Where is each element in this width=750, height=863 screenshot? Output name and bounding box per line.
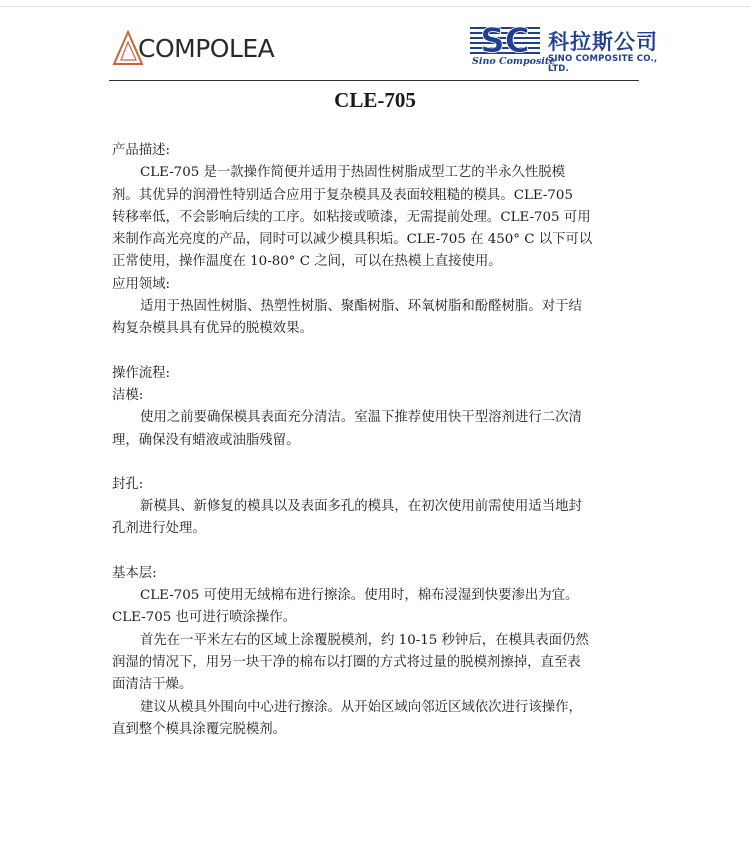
paragraph-line: 面清洁干燥。 [112, 677, 193, 693]
compolea-wordmark: COMPOLEA [138, 34, 275, 63]
paragraph-line: 直到整个模具涂覆完脱模剂。 [112, 721, 287, 737]
paragraph-line: CLE-705 是一款操作简便并适用于热固性树脂成型工艺的半永久性脱模 [140, 165, 566, 181]
spacer [112, 452, 652, 474]
paragraph-line: 润湿的情况下，用另一块干净的棉布以打圈的方式将过量的脱模剂擦掉，直至表 [112, 654, 581, 670]
paragraph-line: 剂。其优异的润滑性特别适合应用于复杂模具及表面较粗糙的模具。CLE-705 [112, 187, 573, 203]
paragraph-line: 转移率低，不会影响后续的工序。如粘接或喷漆，无需提前处理。CLE-705 可用 [112, 209, 591, 225]
paragraph-line: 适用于热固性树脂、热塑性树脂、聚酯树脂、环氧树脂和酚醛树脂。对于结 [140, 299, 582, 315]
paragraph-line: 来制作高光亮度的产品，同时可以减少模具积垢。CLE-705 在 450° C 以下可以 [112, 232, 593, 248]
sc-globe-icon [470, 24, 540, 56]
compolea-logo [112, 28, 302, 70]
document-title: CLE-705 [334, 88, 416, 112]
paragraph-line: 首先在一平米左右的区域上涂覆脱模剂，约 10-15 秒钟后，在模具表面仍然 [140, 632, 589, 648]
sino-script-text: Sino Composite [472, 56, 556, 67]
header-divider [109, 80, 639, 81]
paragraph-line: 孔剂进行处理。 [112, 521, 206, 537]
paragraph-line: 正常使用，操作温度在 10-80° C 之间，可以在热模上直接使用。 [112, 254, 502, 270]
paragraph-line: 构复杂模具具有优异的脱模效果。 [112, 321, 313, 337]
sino-composite-logo [470, 24, 670, 74]
paragraph-line: 建议从模具外围向中心进行擦涂。从开始区域向邻近区域依次进行该操作， [140, 699, 582, 715]
section-heading-application: 应用领域: [112, 276, 171, 292]
spacer [112, 541, 652, 563]
document-body [112, 140, 652, 741]
spacer [112, 341, 652, 363]
section-heading-description: 产品描述: [112, 143, 171, 158]
paragraph-line: CLE-705 也可进行喷涂操作。 [112, 610, 297, 626]
company-chinese-name: 科拉斯公司 [548, 30, 658, 54]
subheading-sealing: 封孔: [112, 476, 144, 492]
document-header [0, 0, 750, 90]
company-english-name: SINO COMPOSITE CO., LTD. [548, 54, 658, 74]
paragraph-line: CLE-705 可使用无绒棉布进行擦涂。使用时，棉布浸湿到快要渗出为宜。 [140, 588, 579, 604]
subheading-cleaning: 洁模: [112, 387, 144, 403]
section-heading-procedure: 操作流程: [112, 365, 171, 381]
paragraph-line: 理，确保没有蜡液或油脂残留。 [112, 432, 300, 448]
svg-text:SC: SC [480, 24, 530, 56]
paragraph-line: 新模具、新修复的模具以及表面多孔的模具，在初次使用前需使用适当地封 [140, 499, 582, 515]
subheading-base-layer: 基本层: [112, 565, 157, 581]
paragraph-line: 使用之前要确保模具表面充分清洁。室温下推荐使用快干型溶剂进行二次清 [140, 410, 582, 426]
